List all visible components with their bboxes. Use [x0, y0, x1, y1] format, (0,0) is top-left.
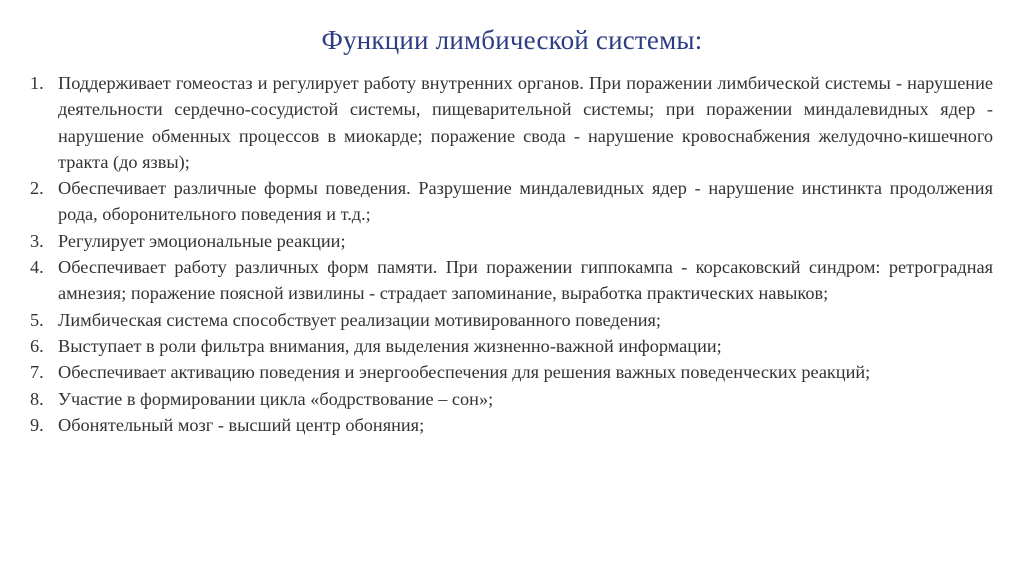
list-item-number: 7. [30, 362, 44, 383]
list-item-number: 9. [30, 414, 44, 435]
list-item-text: Обеспечивает активацию поведения и энергообеспечения для решения важных поведенческих реакций; [58, 362, 871, 383]
list-item [20, 228, 993, 254]
list-item-number: 5. [30, 309, 44, 330]
list-item [20, 307, 993, 333]
list-item-number: 4. [30, 257, 44, 278]
list-item-number: 8. [30, 388, 44, 409]
list-item [20, 70, 993, 175]
list-item-number: 3. [30, 230, 44, 251]
list-item-number: 1. [30, 73, 44, 93]
functions-list [20, 70, 993, 438]
list-item-text: Обонятельный мозг - высший центр обоняния; [58, 414, 425, 435]
list-item [20, 254, 993, 307]
list-item-text: Регулирует эмоциональные реакции; [58, 230, 346, 251]
slide-title: Функции лимбической системы: [321, 25, 703, 55]
list-item-text: Обеспечивает различные формы поведения. Разрушение миндалевидных ядер - нарушение инстинкта продолжения рода, оборонительного поведения и т.д.; [58, 178, 993, 225]
list-item-number: 6. [30, 335, 44, 356]
list-item [20, 386, 993, 412]
list-item-text: Обеспечивает работу различных форм памяти. При поражении гиппокампа - корсаковский синдром: ретроградная амнезия; поражение поясной извилины - страдает запоминание, выработка практических навыков; [58, 257, 993, 304]
list-item [20, 359, 993, 385]
list-item-text: Лимбическая система способствует реализации мотивированного поведения; [58, 309, 661, 330]
list-item [20, 175, 993, 228]
list-item [20, 412, 993, 438]
list-item-text: Участие в формировании цикла «бодрствование – сон»; [58, 388, 494, 409]
list-item-text: Поддерживает гомеостаз и регулирует работу внутренних органов. При поражении лимбической системы - нарушение деятельности сердечно-сосудистой системы, пищеварительной системы; при поражении миндалевидных ядер - нарушение обменных процессов в миокарде; поражение свода - нарушение кровоснабжения желудочно-кишечного тракта (до язвы); [58, 73, 993, 172]
list-item-text: Выступает в роли фильтра внимания, для выделения жизненно-важной информации; [58, 335, 722, 356]
list-item [20, 333, 993, 359]
list-item-number: 2. [30, 178, 44, 199]
